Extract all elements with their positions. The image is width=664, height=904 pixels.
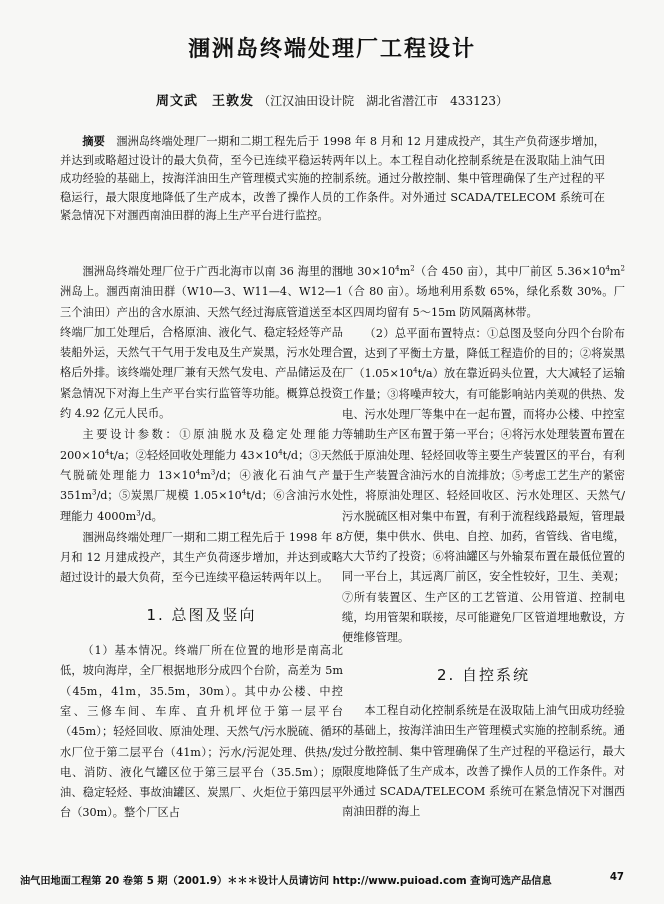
abstract-text: 涠洲岛终端处理厂一期和二期工程先后于 1998 年 8 月和 12 月建成投产，其生产负荷逐步增加，并达到或略超过设计的最大负荷，至今已连续平稳运转两年以上。本工程自动化控制系统是在汲取陆上油气田成功经验的基础上，按海洋油田生产管理模式实施的控制系统。通过分散控制、集中管理确保了生产过程的平稳运行，最大限度地降低了生产成本，改善了操作人员的工作条件。对外通过 SCADA/TELECOM 系统可在紧急情况下对涠西南油田群的海上生产平台进行监控。: [60, 135, 605, 222]
section-heading-2: 2. 自控系统: [436, 665, 531, 684]
design-parameters-paragraph: 主要设计参数：①原油脱水及稳定处理能力 $200\times 10^4t/a$；②轻烃回收处理能力 $43\times 10^4t/d$；③天然气脱硫处理能力 $13\times 10^4m^3/d$；④液化石油气产量 $351m^3/d$；⑤炭黑厂规模 $1.05\times 10^4t/d$；⑥含油污水处理能力 $4000m^3/d$。: [60, 428, 344, 523]
author-line: [0, 90, 664, 109]
abstract: [60, 132, 605, 226]
page-footer: [20, 872, 644, 887]
paragraph: 地 $30\times 10^4m^2$（合 450 亩），其中厂前区 $5.36\times 10^4m^2$（合 80 亩）。场地利用系数 65%，绿化系数 30%。厂区四周均留有 5～15m 防风隔离林带。: [342, 264, 625, 319]
page-number: 47: [609, 872, 624, 883]
layout-features-paragraph: （2）总平面布置特点：①总图及竖向分四个台阶布置，达到了平衡土方量，降低工程造价的目的；②将炭黑厂$(1.05\times 10^4t/a)$放在靠近码头位置，大大减轻了运输工作量；③将噪声较大，有可能影响站内美观的供热、发电、污水处理厂等集中在一起布置，而将办公楼、中控室等辅助生产区布置于第一平台；④将污水处理装置布置在低于原油处理、轻烃回收等主要生产装置区的平台，有利于生产装置含油污水的自流排放；⑤考虑工艺生产的紧密性，将原油处理区、轻烃回收区、污水处理区、天然气/污水脱硫区相对集中布置，有利于流程线路最短，管理最方便，集中供水、供电、自控、加药，省管线、省电缆，大大节约了投资；⑥将油罐区与外输泵布置在最低位置的同一平台上，其远离厂前区，安全性较好，卫生、美观；⑦所有装置区、生产区的工艺管道、公用管道、控制电缆，均用管架和联接，尽可能避免厂区管道埋地敷设，方便维修管理。: [342, 326, 626, 645]
journal-info: 油气田地面工程第 20 卷第 5 期（2001.9）＊＊＊设计人员请访问 http://www.puioad.com 查询可选产品信息: [20, 876, 552, 887]
abstract-label: 摘要: [82, 134, 105, 148]
author-affiliation: （江汉油田设计院 湖北省潜江市 433123）: [258, 94, 508, 108]
paragraph: （1）基本情况。终端厂所在位置的地形是南高北低，坡向海岸，全厂根据地形分成四个台阶，高差为 5m（45m，41m，35.5m，30m）。其中办公楼、中控室、三修车间、车库、直升机坪位于第一层平台（45m）；轻烃回收、原油处理、天然气/污水脱硫、循环水厂位于第二层平台（41m）；污水/污泥处理、供热/发电、消防、液化气罐区位于第三层平台（35.5m）；原油、稳定轻烃、事故油罐区、炭黑厂、火炬位于第四层平台（30m）。整个厂区占: [60, 644, 343, 820]
paragraph: 本工程自动化控制系统是在汲取陆上油气田成功经验的基础上，按海洋油田生产管理模式实施的控制系统。通过分散控制、集中管理确保了生产过程的平稳运行，最大限度地降低了生产成本，改善了操作人员的工作条件。对外通过 SCADA/TELECOM 系统可在紧急情况下对涠西南油田群的海上: [342, 703, 625, 819]
author-names: 周文武 王敦发: [156, 94, 255, 109]
left-column: [60, 262, 343, 825]
section-heading-1: 1. 总图及竖向: [146, 605, 257, 624]
article-title: 涠洲岛终端处理厂工程设计: [187, 37, 476, 62]
right-column: [342, 262, 625, 824]
paragraph: 涠洲岛终端处理厂一期和二期工程先后于 1998 年 8 月和 12 月建成投产，其生产负荷逐步增加，并达到或略超过设计的最大负荷，至今已连续平稳运转两年以上。: [60, 530, 343, 585]
paragraph: 涠洲岛终端处理厂位于广西北海市以南 36 海里的涠洲岛上。涠西南油田群（W10—3、W11—4、W12—1 三个油田）产出的含水原油、天然气经过海底管道送至本终端厂加工处理后，合格原油、液化气、稳定轻烃等产品装船外运，天然气干气用于发电及生产炭黑，污水处理合格后外排。该终端处理厂兼有天然气发电、产品储运及在紧急情况下对海上生产平台实行监管等功能。概算总投资约 4.92 亿元人民币。: [60, 265, 343, 421]
